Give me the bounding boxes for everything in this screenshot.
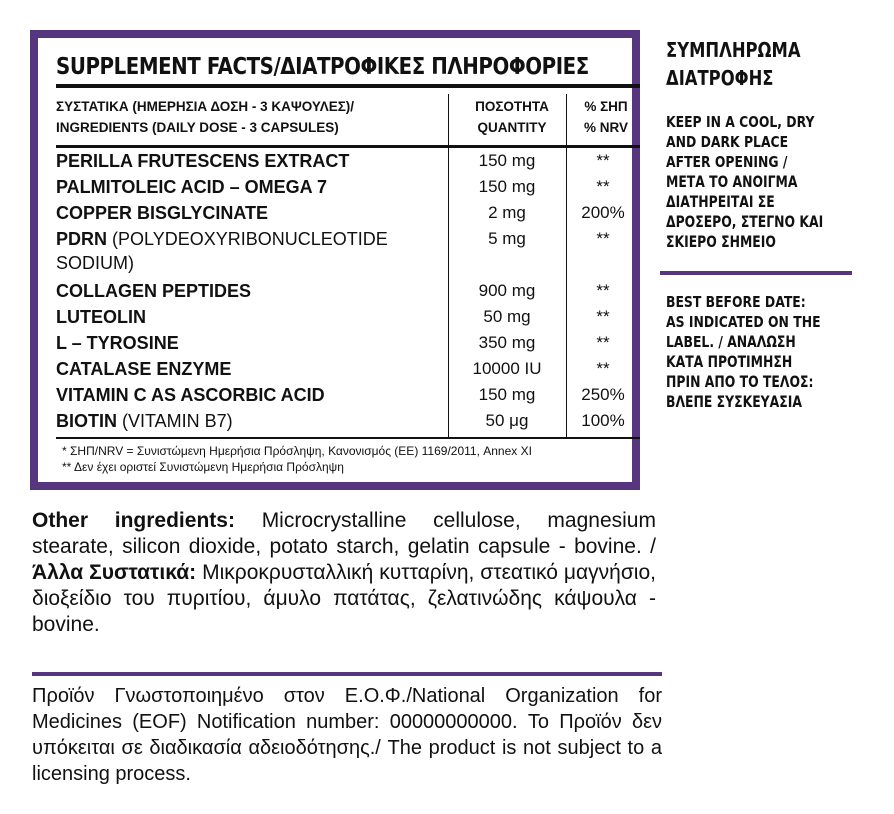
- header-ingredients-gr: ΣΥΣΤΑΤΙΚΑ (ΗΜΕΡΗΣΙΑ ΔΟΣΗ - 3 ΚΑΨΟΥΛΕΣ)/: [56, 99, 355, 114]
- ingredient-name: L – TYROSINE: [56, 333, 179, 353]
- header-nrv-gr: % ΣΗΠ: [584, 99, 628, 114]
- header-nrv: [572, 96, 640, 138]
- ingredient-name: CATALASE ENZYME: [56, 359, 232, 379]
- ingredient-quantity: 50 μg: [485, 411, 529, 430]
- ingredient-name: PDRN (POLYDEOXYRIBONUCLEOTIDE SODIUM): [56, 229, 388, 273]
- header-nrv-en: % NRV: [583, 120, 628, 135]
- other-ingredients-label-gr: Άλλα Συστατικά:: [32, 561, 197, 584]
- ingredient-quantity: 900 mg: [478, 281, 536, 300]
- ingredient-nrv: **: [596, 281, 610, 300]
- ingredient-quantity: 150 mg: [478, 151, 536, 170]
- ingredient-nrv: 100%: [581, 411, 625, 430]
- footnote-nrv: * ΣΗΠ/NRV = Συνιστώμενη Ημερήσια Πρόσληψη, Κανονισμός (ΕΕ) 1169/2011, Annex XI: [62, 444, 532, 458]
- ingredient-name: PERILLA FRUTESCENS EXTRACT: [56, 151, 350, 171]
- side-title-line1: ΣΥΜΠΛΗΡΩΜΑ: [666, 38, 801, 62]
- best-before-info: [666, 292, 858, 412]
- ingredient-nrv: 250%: [581, 385, 625, 404]
- ingredient-nrv: **: [596, 177, 610, 196]
- ingredient-name: PALMITOLEIC ACID – OMEGA 7: [56, 177, 328, 197]
- ingredient-quantity: 150 mg: [478, 177, 536, 196]
- ingredient-quantity: 350 mg: [478, 333, 536, 352]
- ingredient-nrv: **: [596, 307, 610, 326]
- footnotes: [62, 443, 642, 475]
- other-ingredients-label-en: Other ingredients:: [32, 509, 235, 532]
- facts-title: SUPPLEMENT FACTS/ΔΙΑΤΡΟΦΙΚΕΣ ΠΛΗΡΟΦΟΡΙΕΣ: [56, 54, 589, 80]
- ingredient-quantity: 150 mg: [478, 385, 536, 404]
- ingredient-nrv: **: [596, 151, 610, 170]
- ingredient-quantity: 2 mg: [488, 203, 526, 222]
- storage-line: ΔΙΑΤΗΡΕΙΤΑΙ ΣΕ: [666, 193, 775, 211]
- regulatory-notice: Προϊόν Γνωστοποιημένο στον Ε.Ο.Φ./National Organization for Medicines (EOF) Notification number: 00000000000. Το Προϊόν δεν υπόκειται σε διαδικασία αδειοδότησης./ The product is not subject to a licensing process.: [32, 685, 662, 785]
- ingredient-nrv: **: [596, 229, 610, 248]
- storage-line: AND DARK PLACE: [666, 133, 789, 151]
- storage-line: ΔΡΟΣΕΡΟ, ΣΤΕΓΝΟ ΚΑΙ: [666, 213, 824, 231]
- facts-header-row: [56, 94, 640, 146]
- ingredient-name: VITAMIN C AS ASCORBIC ACID: [56, 385, 325, 405]
- side-title-line2: ΔΙΑΤΡΟΦΗΣ: [666, 66, 774, 90]
- ingredient-nrv: **: [596, 359, 610, 378]
- title-divider: [56, 84, 640, 88]
- bbd-line: LABEL. / ΑΝΑΛΩΣΗ: [666, 333, 796, 351]
- header-divider: [56, 145, 640, 148]
- footnote-no-nrv: ** Δεν έχει οριστεί Συνιστώμενη Ημερήσια Πρόσληψη: [62, 460, 344, 474]
- storage-line: AFTER OPENING /: [666, 153, 788, 171]
- side-divider: [660, 271, 852, 275]
- storage-line: ΜΕΤΑ ΤΟ ΑΝΟΙΓΜΑ: [666, 173, 798, 191]
- header-ingredients-en: INGREDIENTS (DAILY DOSE - 3 CAPSULES): [56, 120, 339, 135]
- ingredient-nrv: **: [596, 333, 610, 352]
- bbd-line: ΠΡΙΝ ΑΠΟ ΤΟ ΤΕΛΟΣ:: [666, 373, 814, 391]
- ingredient-nrv: 200%: [581, 203, 625, 222]
- ingredient-name: COLLAGEN PEPTIDES: [56, 281, 252, 301]
- other-ingredients-text-gr: Μικροκρυσταλλική κυτταρίνη, στεατικό μαγνήσιο, διοξείδιο του πυριτίου, άμυλο πατάτας, ζελατινώδης κάψουλα - bovine.: [32, 561, 656, 636]
- supplement-facts-panel: [30, 30, 640, 490]
- bbd-line: ΒΛΕΠΕ ΣΥΣΚΕΥΑΣΙΑ: [666, 393, 802, 411]
- ingredient-quantity: 10000 IU: [472, 359, 542, 378]
- ingredient-quantity: 5 mg: [488, 229, 526, 248]
- notice-divider: [32, 672, 662, 676]
- header-quantity-en: QUANTITY: [477, 120, 547, 135]
- other-ingredients: [32, 508, 656, 638]
- ingredient-name: LUTEOLIN: [56, 307, 146, 327]
- bbd-line: ΚΑΤΑ ΠΡΟΤΙΜΗΣΗ: [666, 353, 793, 371]
- storage-line: KEEP IN A COOL, DRY: [666, 113, 815, 131]
- bbd-line: AS INDICATED ON THE: [666, 313, 821, 331]
- storage-line: ΣΚΙΕΡΟ ΣΗΜΕΙΟ: [666, 233, 776, 251]
- other-ingredients-text-en: Microcrystalline cellulose, magnesium stearate, silicon dioxide, potato starch, gelatin capsule - bovine. /: [32, 509, 656, 558]
- header-quantity-gr: ΠΟΣΟΤΗΤΑ: [475, 99, 549, 114]
- ingredient-name: BIOTIN (VITAMIN B7): [56, 411, 233, 431]
- storage-instructions: [666, 112, 858, 252]
- ingredient-name: COPPER BISGLYCINATE: [56, 203, 269, 223]
- bbd-line: BEST BEFORE DATE:: [666, 293, 806, 311]
- header-quantity: [456, 96, 568, 138]
- ingredient-quantity: 50 mg: [483, 307, 531, 326]
- header-ingredients: [56, 96, 446, 138]
- table-bottom-divider: [56, 437, 640, 439]
- product-type-heading: [666, 36, 866, 92]
